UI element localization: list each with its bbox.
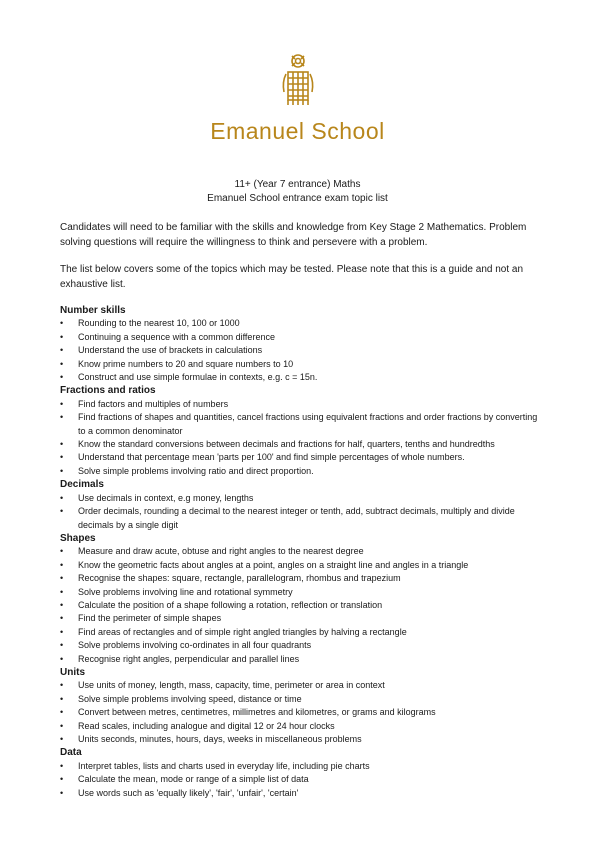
list-item: • Order decimals, rounding a decimal to the nearest integer or tenth, add, subtract decimals, multiply and divide decimals by a single digit — [60, 505, 545, 532]
list-item: • Interpret tables, lists and charts used in everyday life, including pie charts — [60, 760, 545, 773]
school-name: Emanuel School — [210, 118, 385, 144]
list-item: • Construct and use simple formulae in contexts, e.g. c = 15n. — [60, 371, 545, 384]
list-item: • Calculate the mean, mode or range of a simple list of data — [60, 773, 545, 786]
topic-bullet-list — [60, 492, 545, 532]
list-item: • Rounding to the nearest 10, 100 or 1000 — [60, 317, 545, 330]
list-item: • Find fractions of shapes and quantities, cancel fractions using equivalent fractions and order fractions by converting to a common denominator — [60, 411, 545, 438]
list-item: • Measure and draw acute, obtuse and right angles to the nearest degree — [60, 545, 545, 558]
list-item: • Know the geometric facts about angles at a point, angles on a straight line and angles in a triangle — [60, 559, 545, 572]
list-item: • Read scales, including analogue and digital 12 or 24 hour clocks — [60, 720, 545, 733]
topic-list — [60, 304, 545, 800]
list-item: • Find areas of rectangles and of simple right angled triangles by halving a rectangle — [60, 626, 545, 639]
topic-bullet-list — [60, 760, 545, 800]
list-item: • Solve simple problems involving speed, distance or time — [60, 693, 545, 706]
topic-bullet-list — [60, 317, 545, 384]
list-item: • Use words such as 'equally likely', 'fair', 'unfair', 'certain' — [60, 787, 545, 800]
list-item: • Units seconds, minutes, hours, days, weeks in miscellaneous problems — [60, 733, 545, 746]
list-item: • Use units of money, length, mass, capacity, time, perimeter or area in context — [60, 679, 545, 692]
list-item: • Solve simple problems involving ratio and direct proportion. — [60, 465, 545, 478]
topic-bullet-list — [60, 545, 545, 666]
topic-bullet-list — [60, 398, 545, 478]
list-item: • Solve problems involving line and rotational symmetry — [60, 586, 545, 599]
document-title — [0, 178, 595, 206]
list-item: • Continuing a sequence with a common difference — [60, 331, 545, 344]
list-item: • Understand the use of brackets in calculations — [60, 344, 545, 357]
list-item: • Find the perimeter of simple shapes — [60, 612, 545, 625]
guide-note-paragraph: The list below covers some of the topics which may be tested. Please note that this is a guide and not an exhaustive list. — [60, 264, 524, 290]
school-logo — [0, 52, 595, 110]
list-item: • Calculate the position of a shape following a rotation, reflection or translation — [60, 599, 545, 612]
section-heading: Number skills — [60, 305, 126, 316]
section-heading: Decimals — [60, 479, 104, 491]
list-item: • Know the standard conversions between decimals and fractions for half, quarters, tenths and hundredths — [60, 438, 545, 451]
list-item: • Use decimals in context, e.g money, lengths — [60, 492, 545, 505]
list-item: • Understand that percentage mean 'parts per 100' and find simple percentages of whole numbers. — [60, 451, 545, 464]
list-item: • Find factors and multiples of numbers — [60, 398, 545, 411]
intro-paragraph: Candidates will need to be familiar with the skills and knowledge from Key Stage 2 Mathematics. Problem solving questions will require the willingness to think and persevere with a problem. — [60, 222, 527, 248]
list-item: • Know prime numbers to 20 and square numbers to 10 — [60, 358, 545, 371]
list-item: • Solve problems involving co-ordinates in all four quadrants — [60, 639, 545, 652]
portcullis-crest-icon — [278, 52, 318, 110]
title-line-2: Emanuel School entrance exam topic list — [207, 193, 388, 204]
section-heading: Fractions and ratios — [60, 385, 156, 397]
list-item: • Recognise right angles, perpendicular and parallel lines — [60, 653, 545, 666]
section-heading: Data — [60, 747, 82, 759]
title-line-1: 11+ (Year 7 entrance) Maths — [234, 179, 361, 190]
list-item: • Recognise the shapes: square, rectangle, parallelogram, rhombus and trapezium — [60, 572, 545, 585]
list-item: • Convert between metres, centimetres, millimetres and kilometres, or grams and kilograms — [60, 706, 545, 719]
section-heading: Units — [60, 666, 85, 678]
topic-bullet-list — [60, 679, 545, 746]
section-heading: Shapes — [60, 532, 96, 544]
